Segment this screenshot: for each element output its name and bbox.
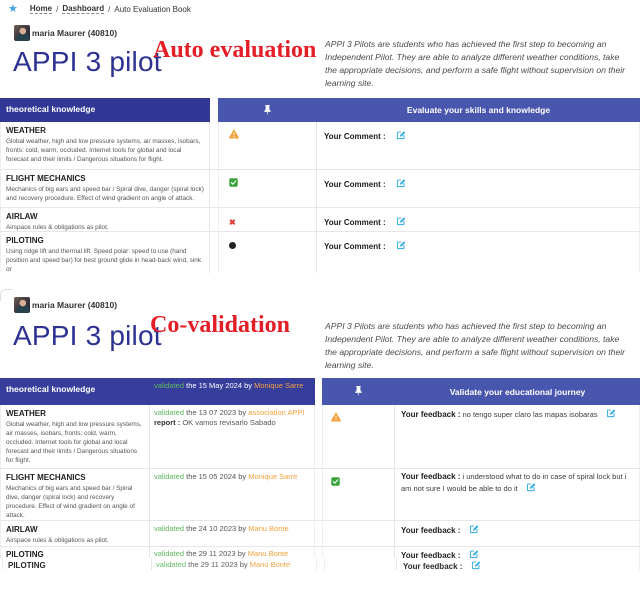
evaluate-skills-header [218,98,640,122]
program-title: APPI 3 pilot [13,46,162,77]
topic-description: Airspace rules & obligations as pilot. [6,224,109,231]
validate-journey-header [322,378,640,405]
theoretical-knowledge-header: theoretical knowledge [0,98,210,122]
feedback-label: Your feedback : [401,551,461,558]
feedback-label: Your feedback : [403,562,463,570]
evaluate-skills-header-label: Evaluate your skills and knowledge [406,105,551,115]
comment-label: Your Comment : [324,180,386,189]
program-description: APPI 3 Pilots are students who has achieved the first step to becoming an Independent Pilot. They are able to analyze different weather conditions, take the appropriate decisions, and perform a safe flight without supervision on their learning site. [325,39,625,88]
auto-evaluation-section-header [0,22,640,98]
warning-icon[interactable] [331,409,341,426]
edit-comment-icon[interactable] [396,127,406,145]
feedback-label: Your feedback : [401,472,461,481]
validated-date: the 13 07 2023 by [186,408,247,417]
validation-info [152,558,317,570]
avatar [14,25,30,41]
validation-info [150,547,315,558]
validated-date: the 29 11 2023 by [188,560,248,569]
table-row [0,547,640,558]
validation-info [150,469,315,520]
co-validation-table [0,378,640,570]
pushpin-icon [218,104,317,117]
topic-title: FLIGHT MECHANICS [6,174,86,183]
validated-label: validated [154,472,185,481]
topic-description: Global weather, high and low pressure systems, air masses, isobars, fronts: cold, warm, occluded. Internet tools for global and local forecast and their limits / Dangerous situations for flight. [6,138,201,163]
feedback-text: i understood what to do in case of spiral lock but i am not sure I would be able to do it [401,472,627,493]
validated-label: validated [154,524,185,533]
avatar [14,297,30,313]
topic-title: PILOTING [6,236,44,245]
edit-feedback-icon[interactable] [606,408,616,421]
table-row [0,469,640,521]
validated-by: Manu Bonte [249,560,291,569]
check-icon[interactable] [229,174,238,191]
validated-date: the 15 05 2024 by [186,472,247,481]
breadcrumb [8,4,191,14]
validated-label: validated [154,408,185,417]
validate-journey-header-label: Validate your educational journey [449,386,586,397]
report-label: report : [154,418,181,427]
edit-feedback-icon[interactable] [471,560,481,570]
table-row [0,122,640,170]
table-row [0,170,640,208]
edit-feedback-icon[interactable] [469,524,479,537]
edit-feedback-icon[interactable] [469,549,479,558]
table-row [0,405,640,469]
edit-feedback-icon[interactable] [526,482,536,495]
topic-description: Airspace rules & obligations as pilot. [6,537,109,544]
global-validation-status [152,378,315,405]
validation-info [150,521,315,546]
pushpin-icon [322,385,395,398]
section-heading-auto-evaluation: Auto evaluation [153,37,317,63]
edit-comment-icon[interactable] [396,213,406,231]
table-row [0,232,640,273]
feedback-label: Your feedback : [401,410,461,419]
validated-date: the 24 10 2023 by [186,524,247,533]
topic-description: Global weather, high and low pressure systems, air masses, isobars, fronts: cold, warm, occluded. Internet tools for global and local forecast and their limits / Dangerous situations for flight. [6,421,142,464]
table-row [0,521,640,547]
validated-by: association APPI [248,408,305,417]
topic-description: Mechanics of big ears and speed bar / Spiral dive, danger (spiral lock) and recovery procedure. Effect of wind gradient on angle of attack. [6,186,204,202]
breadcrumb-current-page: Auto Evaluation Book [114,4,191,14]
topic-title: PILOTING [8,561,46,570]
cross-icon[interactable]: ✖ [229,218,236,227]
validated-by: Manu Bonte [248,524,289,533]
check-icon[interactable] [331,473,340,490]
comment-label: Your Comment : [324,218,386,227]
theoretical-knowledge-header: theoretical knowledge [6,384,96,394]
warning-icon[interactable] [229,126,239,143]
validated-label: validated [154,549,185,558]
validated-date: the 29 11 2023 by [186,549,246,558]
topic-title: AIRLAW [6,525,38,534]
breadcrumb-separator: / [56,4,59,14]
comment-label: Your Comment : [324,242,386,251]
validated-by: Monique Sarre [248,472,298,481]
topic-description: Using ridge lift and thermal lift. Speed polar: speed to use (hand position and speed bar) for best ground glide in head-back wind, sink or [6,248,202,273]
table-row [2,558,640,570]
validation-info [150,405,315,468]
validated-label: validated [156,560,187,569]
topic-description: Mechanics of big ears and speed bar / Spiral dive, danger (spiral lock) and recovery procedure. Effect of wind gradient on angle of attack. [6,485,135,519]
breadcrumb-separator: / [108,4,111,14]
auto-evaluation-table [0,98,640,273]
edit-comment-icon[interactable] [396,237,406,255]
report-text: OK vamos revisarlo Sabado [182,418,276,427]
section-heading-co-validation: Co-validation [150,312,291,338]
co-validation-section-header [0,290,640,376]
user-name: maria Maurer (40810) [32,300,118,310]
topic-title: PILOTING [6,550,44,558]
validated-by: Manu Bonte [247,549,289,558]
breadcrumb-home-link[interactable]: Home [29,4,53,13]
program-title: APPI 3 pilot [13,320,162,351]
co-table-header [0,378,640,405]
program-description: APPI 3 Pilots are students who has achieved the first step to becoming an Independent Pilot. They are able to analyze different weather conditions, take the appropriate decisions, and perform a safe flight without supervision on their learning site. [325,321,625,370]
auto-table-header [0,98,640,122]
comment-label: Your Comment : [324,132,386,141]
topic-title: WEATHER [6,126,46,135]
pending-dot-icon[interactable] [229,242,236,249]
topic-title: WEATHER [6,409,46,418]
feedback-text: no tengo super claro las mapas isobaras [462,410,598,419]
validated-label: validated [154,381,185,390]
topic-title: FLIGHT MECHANICS [6,473,86,482]
edit-comment-icon[interactable] [396,175,406,193]
validated-date: the 15 May 2024 by [186,381,253,390]
table-row [0,208,640,232]
breadcrumb-dashboard-link[interactable]: Dashboard [62,4,105,13]
user-name: maria Maurer (40810) [32,28,118,38]
feedback-label: Your feedback : [401,526,461,535]
favorite-star-icon[interactable]: ★ [8,3,18,15]
topic-title: AIRLAW [6,212,38,221]
validated-by: Monique Sarre [254,381,304,390]
